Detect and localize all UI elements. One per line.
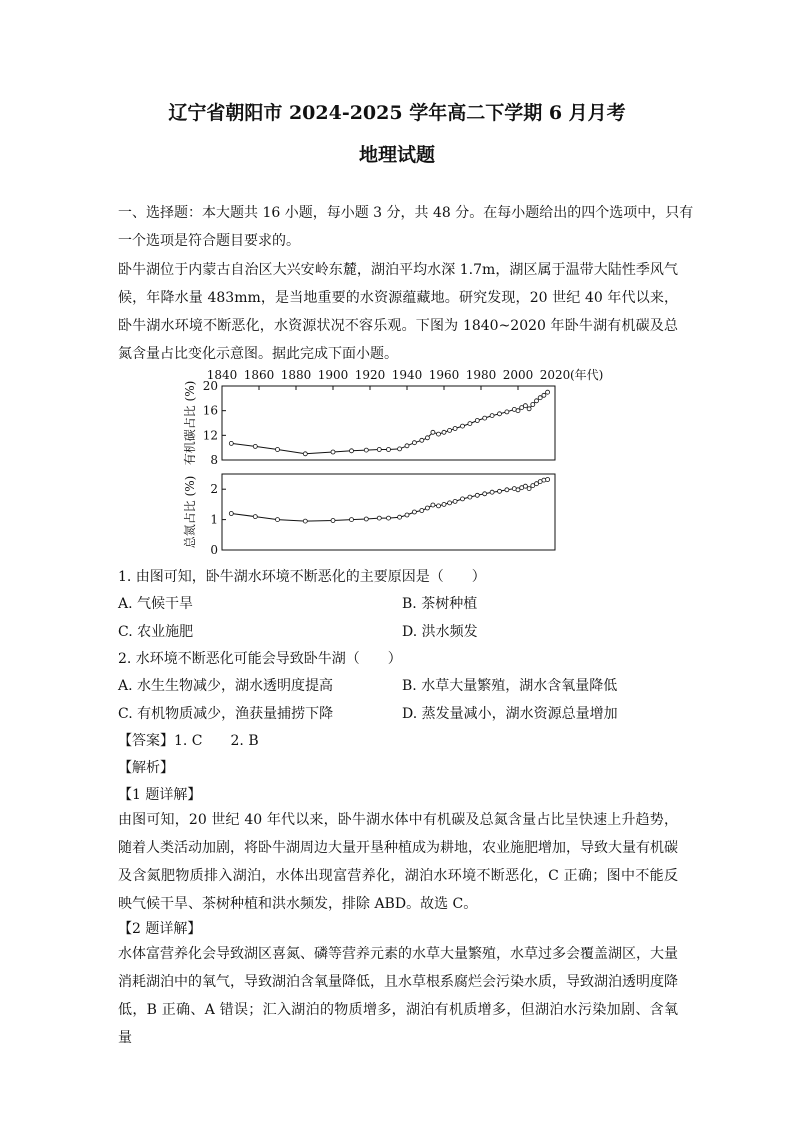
total-nitrogen-point <box>229 512 233 516</box>
organic-carbon-point <box>431 430 435 434</box>
y-tick-label: 2 <box>210 482 218 497</box>
x-tick-label: 1900 <box>317 368 349 382</box>
total-nitrogen-point <box>405 513 409 517</box>
organic-carbon-point <box>405 444 409 448</box>
detail1-text: 由图可知，20 世纪 40 年代以来，卧牛湖水体中有机碳及总氮含量占比呈快速上升趋势，随着人类活动加剧，将卧牛湖周边大量开垦种植成为耕地，农业施肥增加，导致大量有机碳及含氮肥物质排入湖泊，水体出现富营养化，湖泊水环境不断恶化，C 正确；图中不能反映气候干旱、茶树种植和洪水频发，排除 ABD。故选 C。 <box>118 812 678 912</box>
organic-carbon-point <box>420 438 424 442</box>
total-nitrogen-point <box>468 495 472 499</box>
total-nitrogen-point <box>448 501 452 505</box>
x-tick-labels <box>207 368 571 390</box>
total-nitrogen-point <box>420 509 424 513</box>
total-nitrogen-point <box>505 488 509 492</box>
bottom-y-tick-labels <box>210 482 226 557</box>
organic-carbon-point <box>531 403 535 407</box>
q1-option-d[interactable]: D. 洪水频发 <box>402 624 478 640</box>
total-nitrogen-point <box>523 484 527 488</box>
organic-carbon-point <box>437 432 441 436</box>
organic-carbon-point <box>461 424 465 428</box>
organic-carbon-point <box>364 448 368 452</box>
organic-carbon-point <box>425 436 429 440</box>
organic-carbon-point <box>387 448 391 452</box>
q2-option-d[interactable]: D. 蒸发量减小，湖水资源总量增加 <box>402 706 618 722</box>
total-nitrogen-point <box>253 515 257 519</box>
y-tick-label: 12 <box>202 428 218 443</box>
q1-option-c[interactable]: C. 农业施肥 <box>118 624 194 640</box>
total-nitrogen-points <box>229 478 549 524</box>
total-nitrogen-point <box>475 493 479 497</box>
organic-carbon-point <box>542 393 546 397</box>
organic-carbon-point <box>483 416 487 420</box>
section-heading-line1: 一、选择题：本大题共 16 小题，每小题 3 分，共 48 分。在每小题给出的四个选项中，只有 <box>118 205 694 221</box>
x-axis-unit: (年代) <box>570 368 604 382</box>
organic-carbon-point <box>490 414 494 418</box>
q1-stem: 1. 由图可知，卧牛湖水环境不断恶化的主要原因是（ ） <box>118 569 486 585</box>
x-tick-label: 1980 <box>465 368 497 382</box>
organic-carbon-point <box>516 409 520 413</box>
total-nitrogen-point <box>398 515 402 519</box>
total-nitrogen-point <box>303 519 307 523</box>
organic-carbon-point <box>276 448 280 452</box>
total-nitrogen-point <box>461 497 465 501</box>
x-tick-label: 2020 <box>539 368 571 382</box>
detail2-label: 【2 题详解】 <box>118 921 202 937</box>
total-nitrogen-line <box>231 480 547 522</box>
organic-carbon-point <box>303 452 307 456</box>
total-nitrogen-point <box>431 503 435 507</box>
x-tick-label: 1940 <box>391 368 423 382</box>
total-nitrogen-point <box>516 488 520 492</box>
x-tick-label: 1840 <box>206 368 238 382</box>
total-nitrogen-point <box>350 518 354 522</box>
q1-option-a[interactable]: A. 气候干旱 <box>118 596 194 612</box>
organic-carbon-point <box>498 412 502 416</box>
lake-chart <box>0 365 794 565</box>
q2-option-a[interactable]: A. 水生生物减少，湖水透明度提高 <box>118 678 334 694</box>
total-nitrogen-point <box>453 499 457 503</box>
total-nitrogen-point <box>483 492 487 496</box>
x-tick-label: 1920 <box>354 368 386 382</box>
total-nitrogen-point <box>364 517 368 521</box>
organic-carbon-point <box>475 419 479 423</box>
total-nitrogen-point <box>442 502 446 506</box>
organic-carbon-point <box>331 450 335 454</box>
total-nitrogen-point <box>412 510 416 514</box>
x-tick-label: 2000 <box>502 368 534 382</box>
top-y-axis-label: 有机碳占比 (%) <box>183 380 197 466</box>
organic-carbon-point <box>535 399 539 403</box>
total-nitrogen-point <box>546 478 550 482</box>
top-y-tick-labels <box>203 379 226 467</box>
total-nitrogen-point <box>535 482 539 486</box>
y-tick-label: 16 <box>202 403 218 418</box>
exam-subtitle: 地理试题 <box>358 144 435 166</box>
organic-carbon-point <box>350 449 354 453</box>
x-tick-label: 1880 <box>280 368 312 382</box>
detail1-label: 【1 题详解】 <box>118 787 202 803</box>
q2-option-b[interactable]: B. 水草大量繁殖，湖水含氧量降低 <box>402 678 618 694</box>
total-nitrogen-point <box>331 519 335 523</box>
total-nitrogen-point <box>425 506 429 510</box>
answer: 【答案】1. C 2. B <box>118 733 259 749</box>
q2-stem: 2. 水环境不断恶化可能会导致卧牛湖（ ） <box>118 651 402 667</box>
analysis-label: 【解析】 <box>118 760 174 776</box>
x-tick-label: 1960 <box>428 368 460 382</box>
organic-carbon-point <box>253 444 257 448</box>
organic-carbon-point <box>505 410 509 414</box>
q2-option-c[interactable]: C. 有机物质减少，渔获量捕捞下降 <box>118 706 334 722</box>
exam-title: 辽宁省朝阳市 2024-2025 学年高二下学期 6 月月考 <box>168 102 626 124</box>
bottom-y-axis-label: 总氮占比 (%) <box>183 475 197 549</box>
detail2-text: 水体富营养化会导致湖区喜氮、磷等营养元素的水草大量繁殖，水草过多会覆盖湖区，大量消耗湖泊中的氧气，导致湖泊含氧量降低，且水草根系腐烂会污染水质，导致湖泊透明度降低，B 正确、A 错误；汇入湖泊的物质增多，湖泊有机质增多，但湖泊水污染加剧、含氧量 <box>118 946 678 1046</box>
panel-bottom-frame <box>222 474 555 550</box>
organic-carbon-points <box>229 390 549 456</box>
total-nitrogen-point <box>498 489 502 493</box>
organic-carbon-point <box>377 448 381 452</box>
total-nitrogen-point <box>276 518 280 522</box>
organic-carbon-point <box>229 441 233 445</box>
section-heading-line2: 一个选项是符合题目要求的。 <box>118 233 300 249</box>
y-tick-label: 8 <box>210 453 218 467</box>
organic-carbon-line <box>231 392 547 454</box>
total-nitrogen-point <box>437 504 441 508</box>
organic-carbon-point <box>412 441 416 445</box>
total-nitrogen-point <box>490 490 494 494</box>
organic-carbon-point <box>538 396 542 400</box>
total-nitrogen-point <box>377 516 381 520</box>
total-nitrogen-point <box>527 487 531 491</box>
organic-carbon-point <box>546 390 550 394</box>
y-tick-label: 20 <box>202 379 218 393</box>
organic-carbon-point <box>468 422 472 426</box>
total-nitrogen-point <box>387 516 391 520</box>
passage: 卧牛湖位于内蒙古自治区大兴安岭东麓，湖泊平均水深 1.7m，湖区属于温带大陆性季风气候，年降水量 483mm，是当地重要的水资源蕴藏地。研究发现，20 世纪 40 年代以来，卧牛湖水环境不断恶化，水资源状况不容乐观。下图为 1840~2020 年卧牛湖有机碳及总氮含量占比变化示意图。据此完成下面小题。 <box>118 262 678 362</box>
x-tick-label: 1860 <box>243 368 275 382</box>
organic-carbon-point <box>527 407 531 411</box>
organic-carbon-point <box>453 427 457 431</box>
organic-carbon-point <box>448 428 452 432</box>
y-tick-label: 0 <box>210 543 218 557</box>
organic-carbon-point <box>523 404 527 408</box>
q1-option-b[interactable]: B. 茶树种植 <box>402 596 478 612</box>
organic-carbon-point <box>398 447 402 451</box>
y-tick-label: 1 <box>210 512 218 527</box>
organic-carbon-point <box>442 430 446 434</box>
